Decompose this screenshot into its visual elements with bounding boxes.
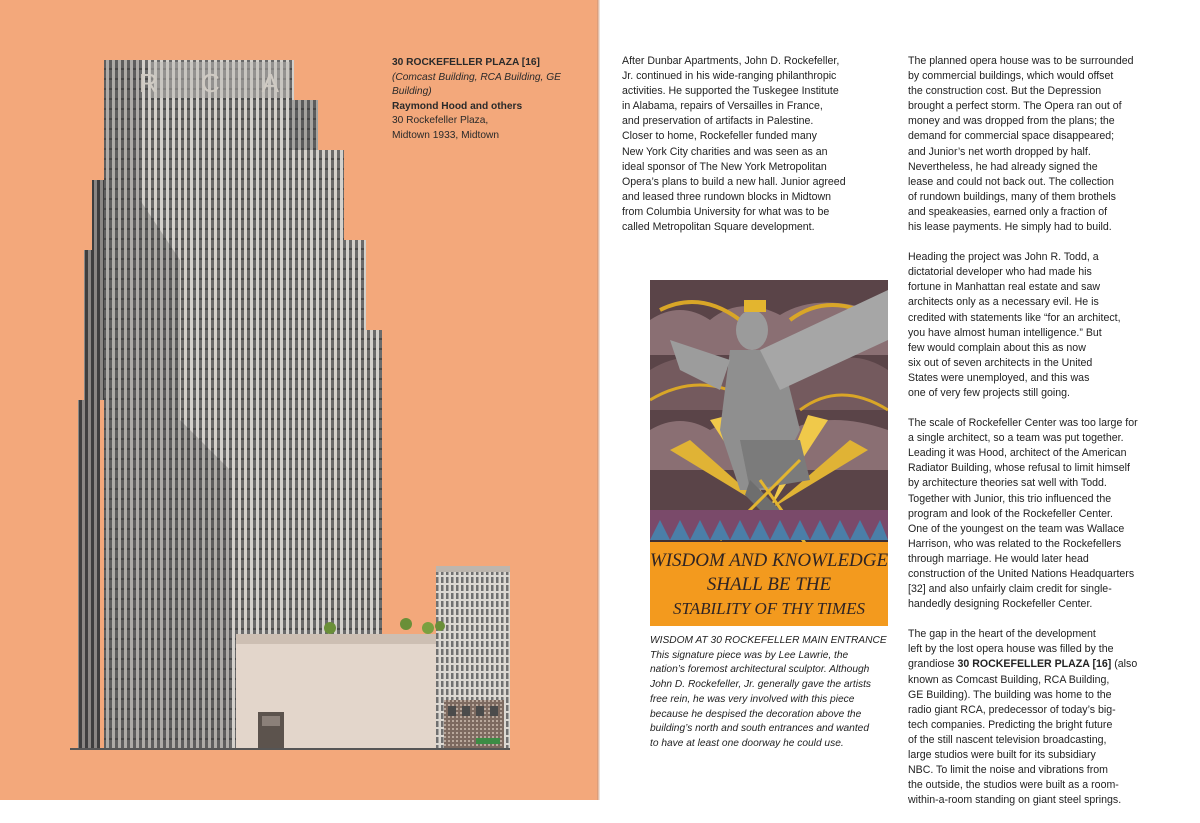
building-architect: Raymond Hood and others [392,100,523,112]
bold-building-name: 30 ROCKEFELLER PLAZA [16] [957,658,1112,671]
building-aka: (Comcast Building, RCA Building, GE Building) [392,71,561,98]
poster-line-1: WISDOM AND KNOWLEDGE [650,550,888,571]
poster-caption-line: nation’s foremost architectural sculptor. Although [650,664,870,676]
poster-caption-line: because he despised the decoration above the [650,708,862,720]
paragraph: The planned opera house was to be surrounded by commercial buildings, which would offset the construction cost. But the Depression brought a perfect storm. The Opera ran out of money and was dropped from the plans; the demand for commercial space disappeared; and Junior’s net worth dropped by half. Nevertheless, he had already signed the lease and could not back out. The collection of rundown buildings, many of them brothels and speakeasies, earned only a fraction of his lease payments. He simply had to build. [908,55,1134,234]
poster-caption-line: to have at least one doorway he could use. [650,737,844,749]
poster-line-3: STABILITY OF THY TIMES [673,599,865,618]
text-column-left [622,54,892,250]
text-column-right [908,54,1170,823]
paragraph-rockefeller-plaza: The gap in the heart of the development left by the lost opera house was filled by the grandiose 30 ROCKEFELLER PLAZA [16] (also known as Comcast Building, RCA Building, GE Building). The building was home to the radio giant RCA, predecessor of today’s big- tech companies. Predicting the bright future of the still nascent television broadcasting, large studios were built for its subsidiary NBC. To limit the noise and vibrations from the outside, the studios were built as a room- within-a-room standing on giant steel springs. [908,628,1138,807]
poster-line-2: SHALL BE THE [706,574,832,595]
building-caption [392,56,592,144]
paragraph: The scale of Rockefeller Center was too large for a single architect, so a team was put together. Leading it was Hood, architect of the American Radiator Building, whose refusal to limit himself by architecture theories sat well with Todd. Together with Junior, this trio influenced the program and look of the Rockefeller Center. One of the youngest on the team was Wallace Harrison, who was related to the Rockefellers through marriage. He would later head construction of the United Nations Headquarters [32] and also unfairly claim credit for single- handedly designing Rockefeller Center. [908,417,1138,611]
illustration-page [0,0,597,800]
poster-caption-line: building’s north and south entrances and wanted [650,723,870,735]
poster-caption-line: This signature piece was by Lee Lawrie, the [650,649,849,661]
poster-caption-line: free rein, he was very involved with this piece [650,693,855,705]
paragraph: After Dunbar Apartments, John D. Rockefeller, Jr. continued in his wide-ranging philanthropic activities. He supported the Tuskegee Institute in Alabama, repairs of Versailles in France, and preservation of artifacts in Palestine. Closer to home, Rockefeller funded many New York City charities and was seen as an ideal sponsor of The New York Metropolitan Opera’s plans to build a new hall. Junior agreed and leased three rundown blocks in Midtown from Columbia University for what was to be called Metropolitan Square development. [622,55,846,234]
wisdom-poster [650,280,888,626]
rooftop-tree [324,622,336,634]
paragraph: Heading the project was John R. Todd, a dictatorial developer who had made his fortune in Manhattan real estate and saw architects only as a necessary evil. He is credited with statements like “for an architect, you have almost human intelligence.” But few would complain about this as now six out of seven architects in the United States were unemployed, and this was one of very few projects still going. [908,251,1121,399]
building-address-2: Midtown 1933, Midtown [392,129,500,141]
building-title: 30 ROCKEFELLER PLAZA [16] [392,57,540,68]
building-setback [78,400,100,748]
building-address-1: 30 Rockefeller Plaza, [392,115,489,127]
poster-caption-line: John D. Rockefeller, Jr. generally gave the artists [650,679,872,691]
poster-caption-title: WISDOM AT 30 ROCKEFELLER MAIN ENTRANCE [650,635,887,646]
poster-caption [650,634,890,752]
rca-sign: R C A [139,68,297,98]
